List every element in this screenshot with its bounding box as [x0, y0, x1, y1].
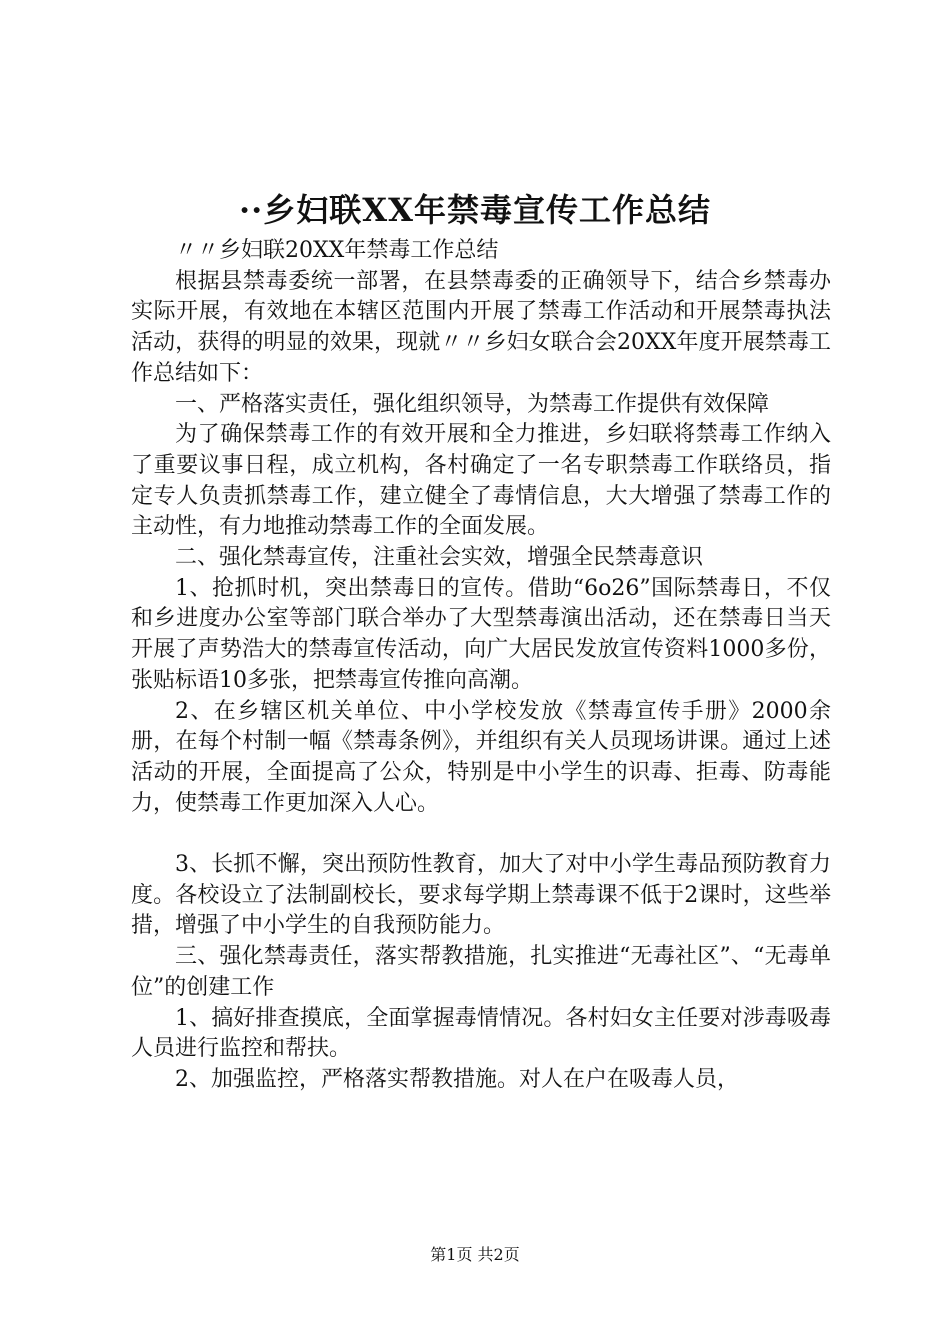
section-heading-3: 三、强化禁毒责任，落实帮教措施，扎实推进“无毒社区”、“无毒单位”的创建工作 [131, 944, 831, 1000]
paragraph-section-1: 为了确保禁毒工作的有效开展和全力推进，乡妇联将禁毒工作纳入了重要议事日程，成立机构，各村确定了一名专职禁毒工作联络员，指定专人负责抓禁毒工作，建立健全了毒情信息，大大增强了禁毒工作的主动性，有力地推动禁毒工作的全面发展。 [131, 422, 831, 540]
paragraph-item-2-3: 3、长抓不懈，突出预防性教育，加大了对中小学生毒品预防教育力度。各校设立了法制副校长，要求每学期上禁毒课不低于2课时，这些举措，增强了中小学生的自我预防能力。 [131, 852, 831, 939]
paragraph-intro: 根据县禁毒委统一部署，在县禁毒委的正确领导下，结合乡禁毒办实际开展，有效地在本辖区范围内开展了禁毒工作活动和开展禁毒执法活动，获得的明显的效果，现就〃〃乡妇女联合会20XX年度开展禁毒工作总结如下： [131, 268, 831, 386]
section-heading-1: 一、严格落实责任，强化组织领导，为禁毒工作提供有效保障 [175, 391, 770, 417]
document-title: ··乡妇联XX年禁毒宣传工作总结 [239, 191, 711, 229]
paragraph-item-2-2: 2、在乡辖区机关单位、中小学校发放《禁毒宣传手册》2000余册，在每个村制一幅《禁毒条例》，并组织有关人员现场讲课。通过上述活动的开展，全面提高了公众，特别是中小学生的识毒、拒毒、防毒能力，使禁毒工作更加深入人心。 [131, 698, 831, 816]
paragraph-item-2-1: 1、抢抓时机，突出禁毒日的宣传。借助“6o26”国际禁毒日，不仅和乡进度办公室等部门联合举办了大型禁毒演出活动，还在禁毒日当天开展了声势浩大的禁毒宣传活动，向广大居民发放宣传资料1000多份，张贴标语10多张，把禁毒宣传推向高潮。 [131, 575, 831, 693]
paragraph-item-3-2: 2、加强监控，严格落实帮教措施。对人在户在吸毒人员， [175, 1066, 739, 1092]
page-footer: 第1页 共2页 [430, 1245, 520, 1264]
document-body [131, 236, 831, 1096]
paragraph-item-3-1: 1、搞好排查摸底，全面掌握毒情情况。各村妇女主任要对涉毒吸毒人员进行监控和帮扶。 [131, 1005, 831, 1062]
section-heading-2: 二、强化禁毒宣传，注重社会实效，增强全民禁毒意识 [175, 545, 704, 571]
paragraph-subtitle: 〃〃乡妇联20XX年禁毒工作总结 [175, 238, 499, 263]
